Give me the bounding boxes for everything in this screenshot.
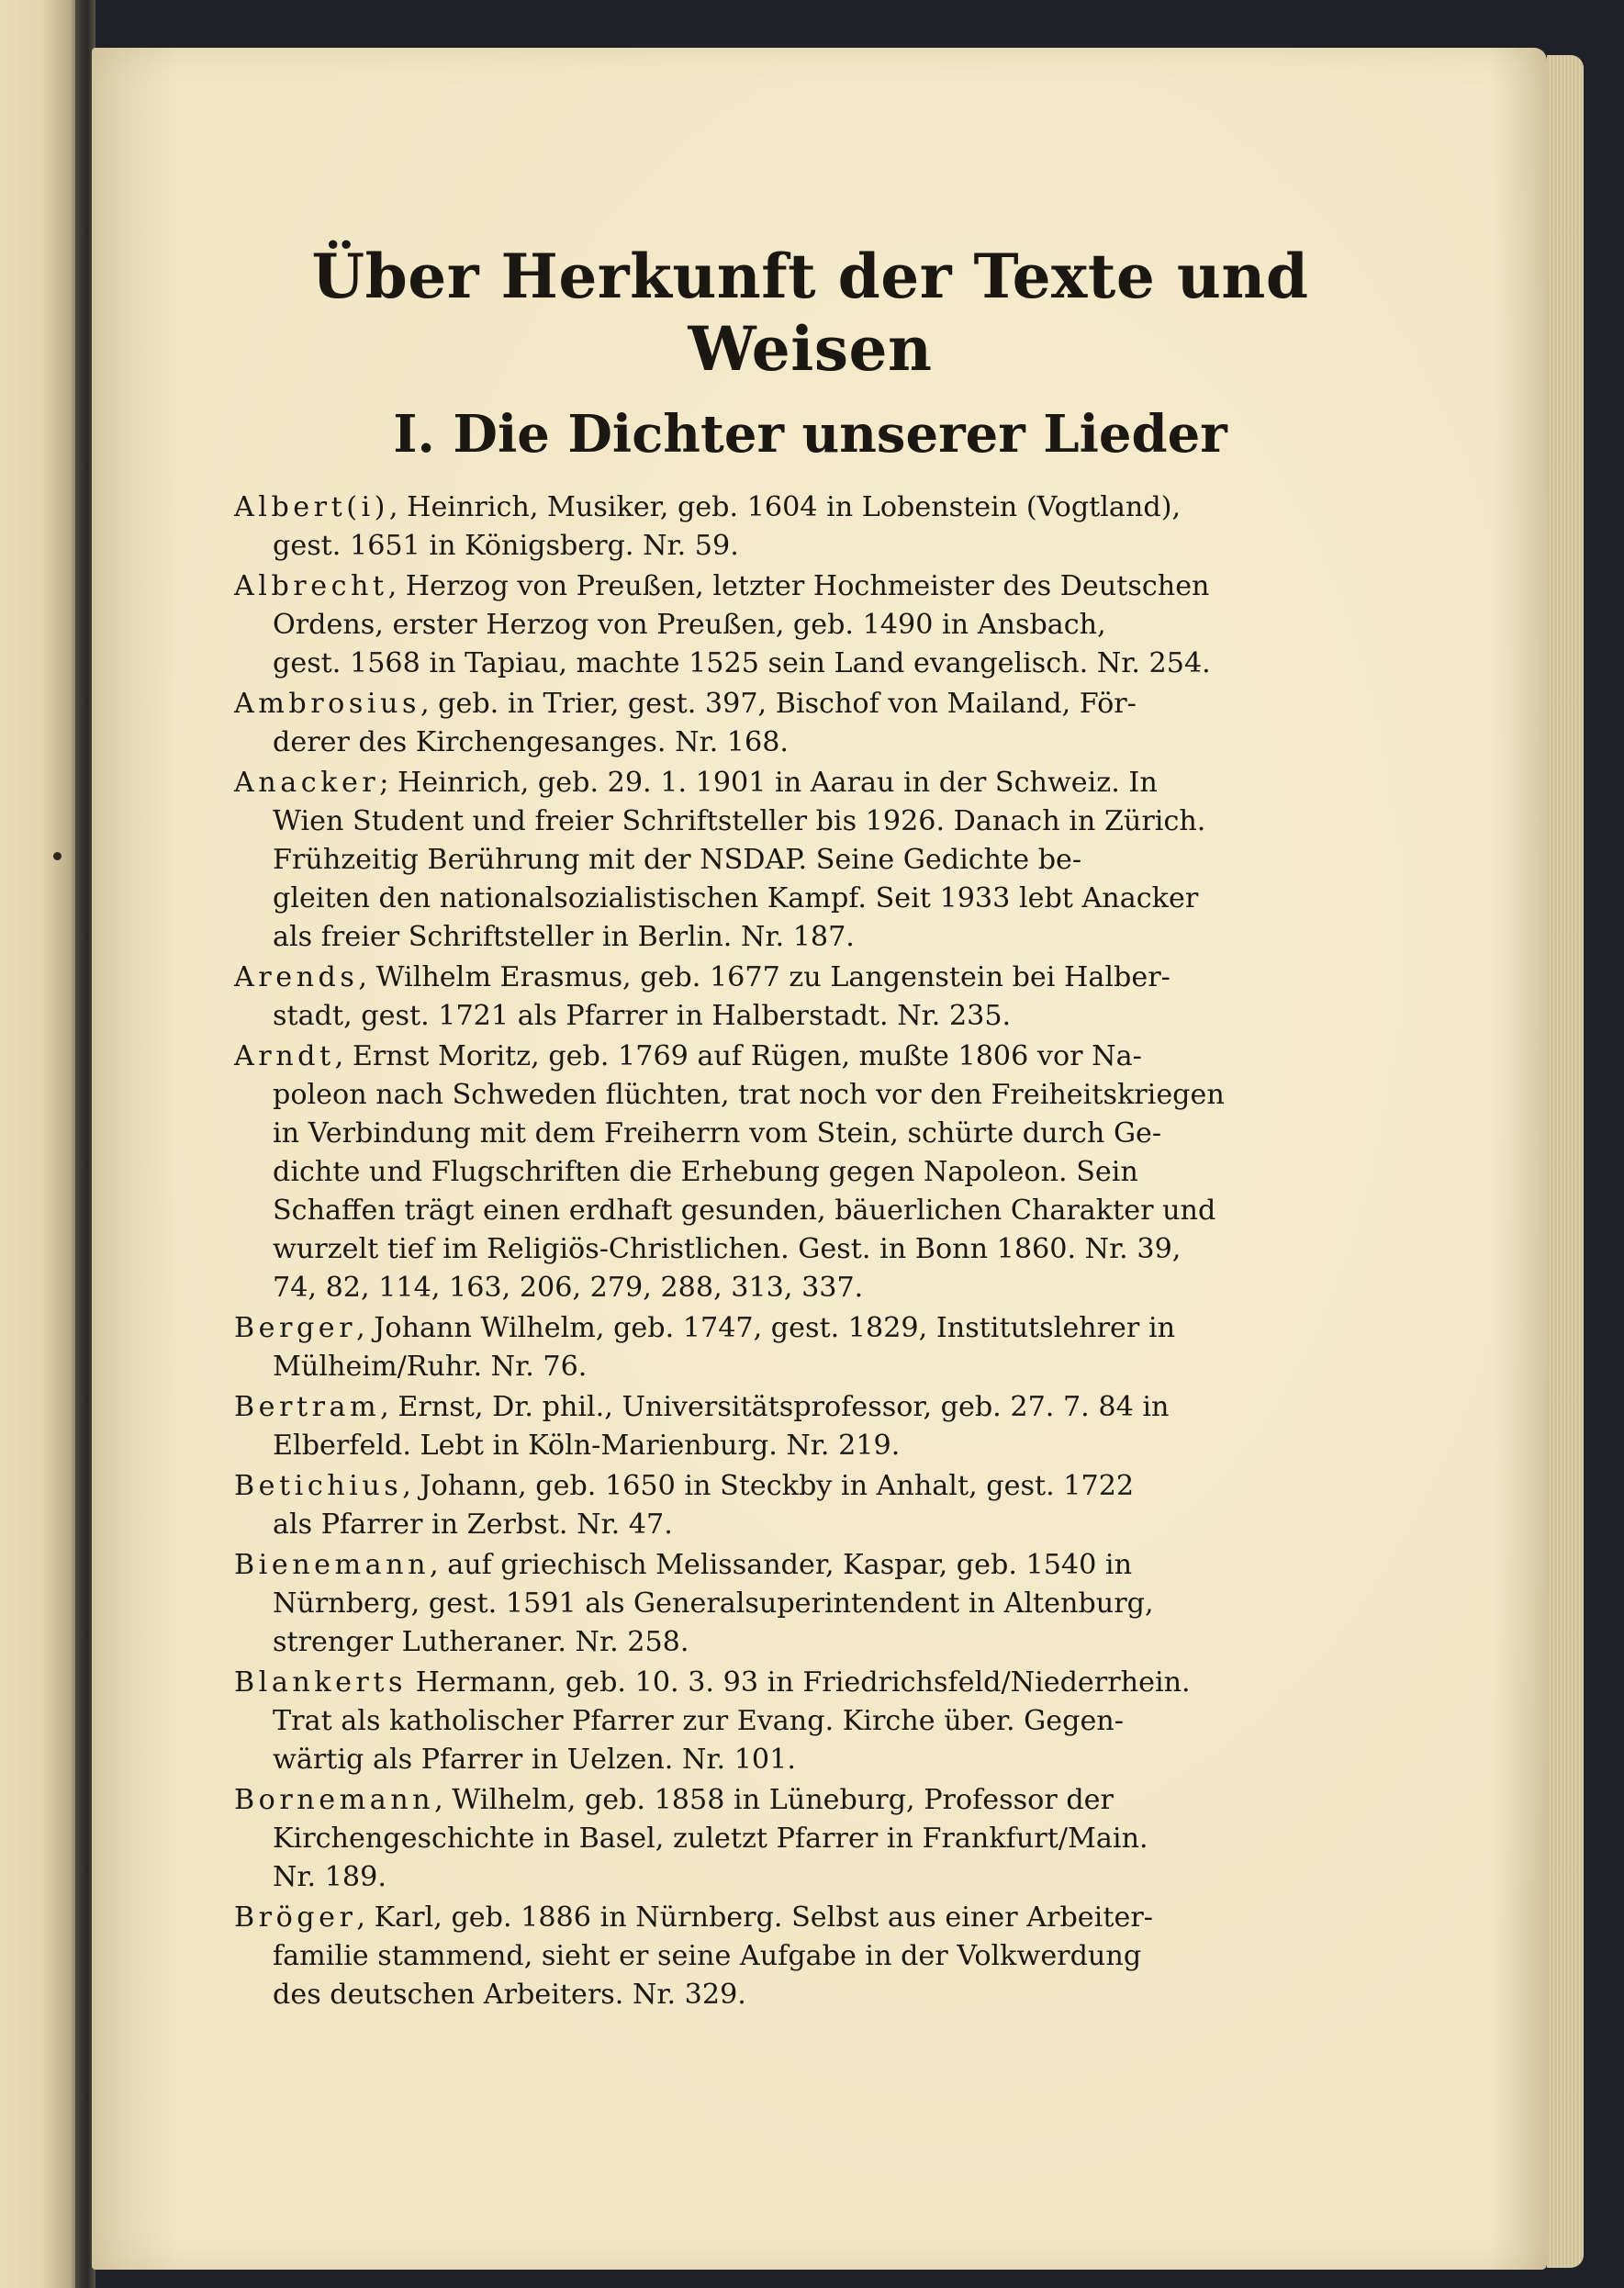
poet-entry: [234, 1037, 1386, 1307]
poet-name: Bröger: [234, 1901, 357, 1934]
poet-description: , Ernst Moritz, geb. 1769 auf Rügen, mußte 1806 vor Na- poleon nach Schweden flüchten, trat noch vor den Freiheitskriegen in Verbindung mit dem Freiherrn vom Stein, schürte durch Ge- dichte und Flugschriften die Erhebung gegen Napoleon. Sein Schaffen trägt einen erdhaft gesunden, bäuerlichen Charakter und wurzelt tief im Religiös-Christlichen. Gest. in Bonn 1860. Nr. 39, 74, 82, 114, 163, 206, 279, 288, 313, 337.: [273, 1039, 1225, 1304]
page-content: [234, 241, 1386, 2016]
poet-description: , Wilhelm, geb. 1858 in Lüneburg, Professor der Kirchengeschichte in Basel, zuletzt Pfarrer in Frankfurt/Main. Nr. 189.: [273, 1783, 1148, 1893]
poet-entry: [234, 567, 1386, 683]
section-heading: I. Die Dichter unserer Lieder: [393, 404, 1227, 465]
poet-description: , Herzog von Preußen, letzter Hochmeister des Deutschen Ordens, erster Herzog von Preußen, geb. 1490 in Ansbach, gest. 1568 in Tapiau, machte 1525 sein Land evangelisch. Nr. 254.: [273, 569, 1211, 679]
poet-description: Hermann, geb. 10. 3. 93 in Friedrichsfeld/Niederrhein. Trat als katholischer Pfarrer zur Evang. Kirche über. Gegen- wärtig als Pfarrer in Uelzen. Nr. 101.: [273, 1666, 1191, 1776]
poet-description: , Johann, geb. 1650 in Steckby in Anhalt, gest. 1722 als Pfarrer in Zerbst. Nr. 47.: [273, 1469, 1135, 1541]
poet-name: Arndt: [234, 1039, 335, 1072]
poet-entry-list: [234, 488, 1386, 2014]
poet-name: Berger: [234, 1311, 357, 1344]
poet-entry: [234, 1664, 1386, 1779]
poet-entry: [234, 959, 1386, 1036]
poet-description: , Wilhelm Erasmus, geb. 1677 zu Langenstein bei Halber- stadt, gest. 1721 als Pfarrer in Halberstadt. Nr. 235.: [273, 960, 1170, 1032]
page-stack-edge: [1547, 55, 1584, 2268]
facing-page-edge: [0, 0, 83, 2288]
poet-description: , geb. in Trier, gest. 397, Bischof von Mailand, För- derer des Kirchengesanges. Nr. 168.: [273, 687, 1137, 758]
poet-name: Ambrosius: [234, 687, 420, 720]
poet-name: Anacker: [234, 766, 380, 799]
poet-name: Albert(i): [234, 490, 389, 523]
poet-name: Bertram: [234, 1390, 381, 1423]
poet-entry: [234, 488, 1386, 566]
poet-description: , Karl, geb. 1886 in Nürnberg. Selbst aus einer Arbeiter- familie stammend, sieht er seine Aufgabe in der Volkwerdung des deutschen Arbeiters. Nr. 329.: [273, 1901, 1153, 2011]
poet-name: Albrecht: [234, 569, 388, 602]
poet-entry: [234, 1899, 1386, 2014]
poet-description: , Johann Wilhelm, geb. 1747, gest. 1829, Institutslehrer in Mülheim/Ruhr. Nr. 76.: [273, 1311, 1176, 1383]
poet-entry: [234, 1546, 1386, 1662]
poet-entry: [234, 685, 1386, 762]
poet-description: , Ernst, Dr. phil., Universitätsprofessor, geb. 27. 7. 84 in Elberfeld. Lebt in Köln-Marienburg. Nr. 219.: [273, 1390, 1170, 1462]
binding-mark: [53, 852, 62, 860]
poet-description: , auf griechisch Melissander, Kaspar, geb. 1540 in Nürnberg, gest. 1591 als Generalsuperintendent in Altenburg, strenger Lutheraner. Nr. 258.: [273, 1548, 1154, 1658]
poet-name: Blankerts: [234, 1666, 407, 1699]
poet-description: , Heinrich, Musiker, geb. 1604 in Lobenstein (Vogtland), gest. 1651 in Königsberg. Nr. 59.: [273, 490, 1182, 562]
poet-name: Arends: [234, 960, 359, 993]
poet-entry: [234, 1388, 1386, 1465]
page-title: Über Herkunft der Texte und Weisen: [311, 241, 1309, 386]
poet-name: Betichius: [234, 1469, 403, 1502]
poet-entry: [234, 1309, 1386, 1386]
poet-name: Bienemann: [234, 1548, 431, 1581]
poet-entry: [234, 1467, 1386, 1544]
poet-entry: [234, 1781, 1386, 1897]
poet-entry: [234, 764, 1386, 957]
poet-name: Bornemann: [234, 1783, 435, 1816]
poet-description: ; Heinrich, geb. 29. 1. 1901 in Aarau in der Schweiz. In Wien Student und freier Schriftsteller bis 1926. Danach in Zürich. Frühzeitig Berührung mit der NSDAP. Seine Gedichte be- gleiten den nationalsozialistischen Kampf. Seit 1933 lebt Anacker als freier Schriftsteller in Berlin. Nr. 187.: [273, 766, 1206, 953]
